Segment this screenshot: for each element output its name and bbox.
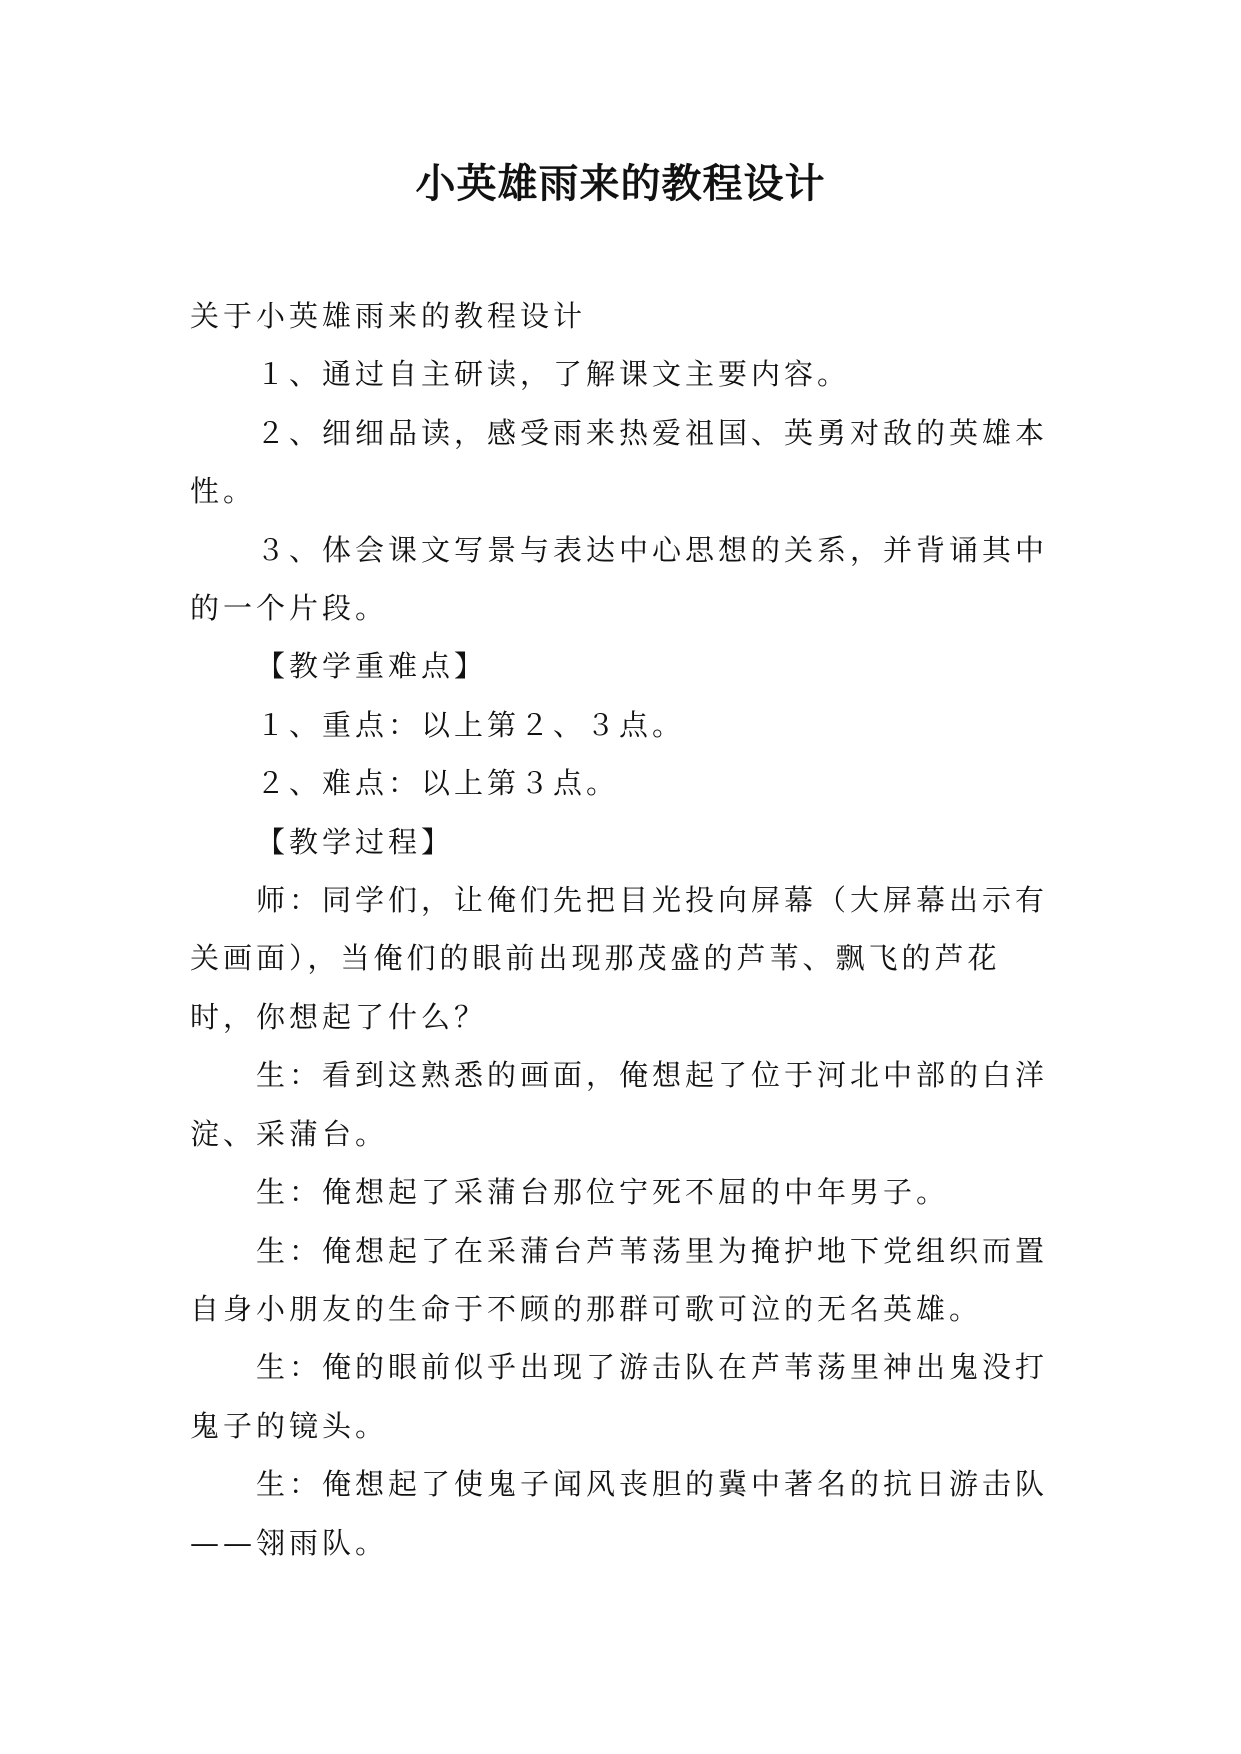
paragraph-teacher-prompt: 师：同学们，让俺们先把目光投向屏幕（大屏幕出示有关画面），当俺们的眼前出现那茂盛的芦苇、飘飞的芦花时，你想起了什么？ xyxy=(190,883,1049,1034)
paragraph-difficult-point: ２、难点：以上第３点。 xyxy=(256,766,620,801)
paragraph-student-answer-1: 生：看到这熟悉的画面，俺想起了位于河北中部的白洋淀、采蒲台。 xyxy=(190,1058,1049,1151)
document-title: 小英雄雨来的教程设计 xyxy=(415,161,826,207)
paragraph-student-answer-5: 生：俺想起了使鬼子闻风丧胆的冀中著名的抗日游击队——翎雨队。 xyxy=(190,1467,1049,1560)
paragraph-goal-3: ３、体会课文写景与表达中心思想的关系，并背诵其中的一个片段。 xyxy=(190,532,1049,626)
paragraph-key-point: １、重点：以上第２、３点。 xyxy=(256,707,686,742)
paragraph-student-answer-3: 生：俺想起了在采蒲台芦苇荡里为掩护地下党组织而置自身小朋友的生命于不顾的那群可歌可泣的无名英雄。 xyxy=(190,1233,1049,1326)
paragraph-intro: 关于小英雄雨来的教程设计 xyxy=(190,299,587,333)
paragraph-goal-1: １、通过自主研读，了解课文主要内容。 xyxy=(256,357,851,392)
paragraph-student-answer-2: 生：俺想起了采蒲台那位宁死不屈的中年男子。 xyxy=(256,1175,950,1210)
paragraph-goal-2: ２、细细品读，感受雨来热爱祖国、英勇对敌的英雄本性。 xyxy=(190,415,1049,509)
section-heading-process: 【教学过程】 xyxy=(256,824,455,859)
section-heading-key-points: 【教学重难点】 xyxy=(256,649,488,684)
document-body xyxy=(190,287,1060,1572)
paragraph-student-answer-4: 生：俺的眼前似乎出现了游击队在芦苇荡里神出鬼没打鬼子的镜头。 xyxy=(190,1350,1049,1443)
